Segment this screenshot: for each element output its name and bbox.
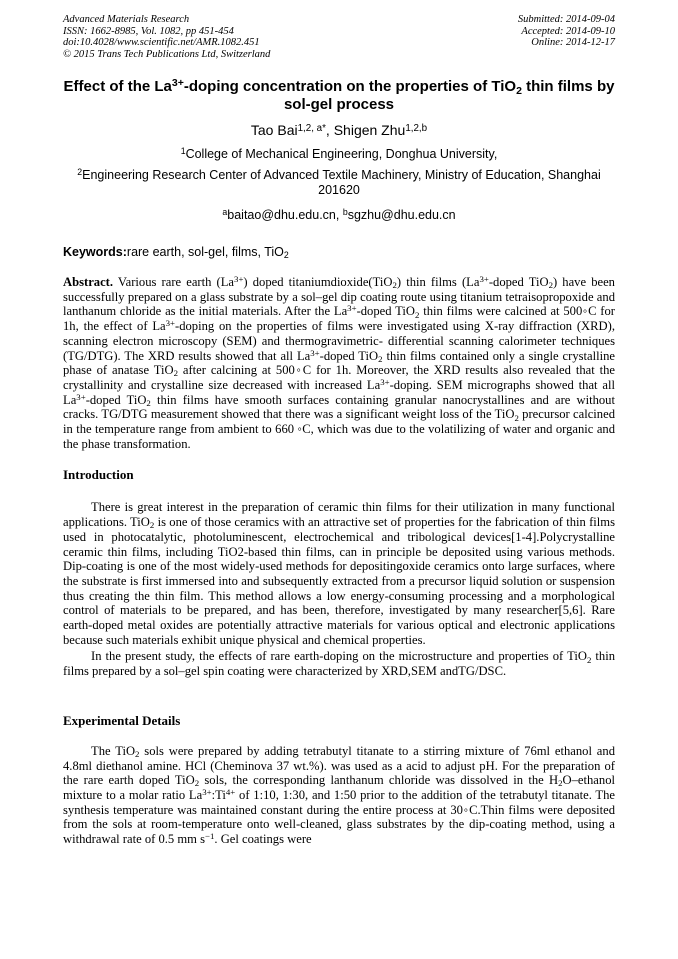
date-accepted: Accepted: 2014-09-10 — [521, 25, 615, 37]
affil-text: College of Mechanical Engineering, Donghua University, — [185, 147, 498, 161]
journal-issn: ISSN: 1662-8985, Vol. 1082, pp 451-454 — [63, 25, 234, 37]
abstract: Abstract. Various rare earth $(La^{3+})$ doped titaniumdioxide(TiO$_2$) thin films ($La^{3+}$-doped TiO$_2$) have been successfully prepared on a glass substrate by a sol–gel dip coating route using titanium tetraisopropoxide and lanthanum chloride as the initial materials. After the $La^{3+}$-doped TiO$_2$ thin films were calcined at 500◦C for 1h, the effect of $La^{3+}$-doping on the properties of films were investigated using X-ray diffraction (XRD), scanning electron microscopy (SEM) and thermogravimetric- differential scanning calorimeter techniques (TG/DTG). The XRD results showed that all $La^{3+}$-doped TiO$_2$ thin films contained only a single crystalline phase of anatase TiO$_2$ after calcining at 500◦C for 1h. Moreover, the XRD results also revealed that the crystallinity and crystalline size decreased with increased $La^{3+}$-doping. SEM micrographs showed that all $La^{3+}$-doped TiO$_2$ thin films have smooth surfaces containing granular nanocrystallines and are without cracks. TG/DTG measurement showed that there was a significant weight loss of the TiO$_2$ precursor calcined in the temperature range from ambient to 660 ◦C, which was due to the volatilizing of water and organic and the phase transformation. — [63, 274, 615, 451]
email-marker: b — [342, 206, 348, 217]
email-link[interactable]: sgzhu@dhu.edu.cn — [347, 207, 456, 222]
title-text: -doping concentration on the properties of TiO — [183, 78, 517, 95]
author-emails — [63, 208, 615, 224]
date-online: Online: 2014-12-17 — [531, 37, 615, 48]
title-text: thin films by sol-gel process — [283, 78, 615, 113]
title-sub: 2 — [516, 84, 522, 97]
journal-info — [63, 14, 270, 60]
paper-title — [63, 78, 615, 114]
author-name: Tao Bai — [250, 122, 298, 138]
affiliation-2 — [63, 168, 615, 199]
affil-marker: 2 — [77, 166, 83, 177]
email-link[interactable]: baitao@dhu.edu.cn — [227, 207, 336, 222]
title-sup: 3+ — [171, 77, 184, 90]
journal-header — [63, 14, 615, 60]
keywords-text: rare earth, sol-gel, films, TiO — [126, 245, 284, 259]
author-affil-marker: 1,2, a* — [297, 122, 326, 134]
intro-paragraph-1: There is great interest in the preparation of ceramic thin films for their utilization in many functional applications. TiO$_2$ is one of those ceramics with an attractive set of properties for the fabrication of thin films used in photocatalytic, photoluminescent, electrochemical and tribological devices[1-4].Polycrystalline ceramic thin films, including TiO2-based thin films, can in principle be deposited using various methods. Dip-coating is one of the most widely-used methods for depositingoxide ceramics onto large surfaces, where the substrate is first immersed into and subsequently extracted from a precursor liquid solution or suspension thus creating the thin film. This method allows a low energy-consuming processing and a morphological control of materials to be prepared, and has been, therefore, investigated by many researcher[5,6]. Rare earth-doped metal oxides are potentially attractive materials for various optical and electronic applications because such materials exhibit unique physical and chemical properties. — [63, 500, 615, 647]
affil-marker: 1 — [180, 146, 186, 157]
date-submitted: Submitted: 2014-09-04 — [517, 14, 615, 25]
author-separator: , — [325, 122, 334, 138]
affiliation-1 — [63, 147, 615, 163]
title-text: Effect of the La — [63, 78, 172, 95]
email-marker: a — [222, 206, 228, 217]
publication-dates — [518, 14, 615, 60]
section-heading-introduction: Introduction — [63, 467, 134, 483]
keywords-sub: 2 — [283, 250, 289, 261]
journal-doi[interactable]: doi:10.4028/www.scientific.net/AMR.1082.451 — [63, 37, 260, 48]
author-affil-marker: 1,2,b — [405, 122, 428, 134]
affil-text: Engineering Research Center of Advanced Textile Machinery, Ministry of Education, Shanghai 201620 — [82, 167, 601, 197]
email-separator: , — [335, 207, 343, 222]
experimental-paragraph: The TiO$_2$ sols were prepared by adding tetrabutyl titanate to a stirring mixture of 76ml ethanol and 4.8ml diethanol amine. HCl (Cheminova 37 wt.%). was used as a acid to adjust pH. For the preparation of the rare earth doped TiO$_2$ sols, the corresponding lanthanum chloride was dissolved in the $H_2O$–ethanol mixture to a molar ratio $La^{3+}:Ti^{4+}$ of 1:10, 1:30, and 1:50 prior to the addition of the tetrabutyl titanate. The synthesis temperature was maintained constant during the entire process at 30◦C.Thin films were deposited from the sols at room-temperature onto well-cleaned, glass substrates by the dip-coating method, using a withdrawal rate of 0.5 mm $s^{-1}$. Gel coatings were — [63, 743, 615, 847]
keywords-label: Keywords: — [63, 245, 127, 259]
journal-copyright: © 2015 Trans Tech Publications Ltd, Switzerland — [63, 48, 271, 60]
author-list — [63, 122, 615, 138]
section-heading-experimental: Experimental Details — [63, 712, 181, 728]
journal-name: Advanced Materials Research — [63, 14, 190, 25]
abstract-label: Abstract. — [63, 275, 114, 289]
intro-paragraph-2: In the present study, the effects of rare earth-doping on the microstructure and properties of TiO$_2$ thin films prepared by a sol–gel spin coating were characterized by XRD,SEM andTG/DSC. — [63, 649, 615, 679]
author-name: Shigen Zhu — [333, 122, 406, 138]
keywords — [63, 245, 615, 260]
